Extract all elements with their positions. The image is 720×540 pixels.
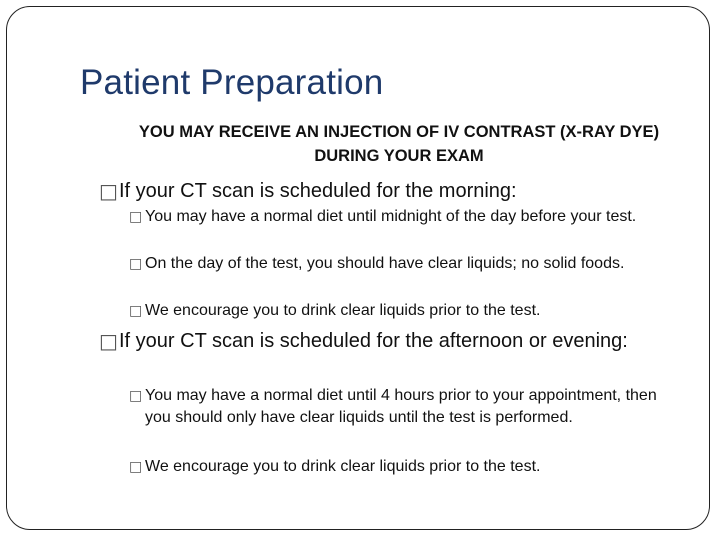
checkbox-bullet-icon: □ — [129, 459, 143, 475]
slide-subtitle: YOU MAY RECEIVE AN INJECTION OF IV CONTRAST (X-RAY DYE) DURING YOUR EXAM — [138, 123, 660, 165]
list-item-text: You may have a normal diet until midnight of the day before your test. — [145, 208, 637, 225]
list-item-text: On the day of the test, you should have clear liquids; no solid foods. — [145, 255, 625, 272]
list-item-text: You may have a normal diet until 4 hours prior to your appointment, then you should only have clear liquids until the test is performed. — [145, 387, 657, 426]
checkbox-bullet-icon: □ — [99, 329, 118, 353]
checkbox-bullet-icon: □ — [129, 209, 143, 225]
list-item — [129, 456, 675, 478]
list-item — [129, 385, 675, 429]
checkbox-bullet-icon: □ — [129, 256, 143, 272]
section-heading-morning — [99, 179, 679, 203]
list-item — [129, 253, 675, 275]
checkbox-bullet-icon: □ — [99, 179, 118, 203]
slide-frame — [6, 6, 710, 530]
list-item — [129, 300, 675, 322]
list-item — [129, 206, 675, 228]
list-item-text: We encourage you to drink clear liquids prior to the test. — [145, 302, 541, 319]
section-heading-afternoon — [99, 329, 674, 353]
list-item-text: We encourage you to drink clear liquids prior to the test. — [145, 458, 541, 475]
slide-title: Patient Preparation — [80, 63, 384, 102]
checkbox-bullet-icon: □ — [129, 388, 143, 404]
section-heading-text: If your CT scan is scheduled for the morning: — [119, 180, 517, 202]
checkbox-bullet-icon: □ — [129, 303, 143, 319]
section-heading-text: If your CT scan is scheduled for the afternoon or evening: — [119, 330, 628, 352]
